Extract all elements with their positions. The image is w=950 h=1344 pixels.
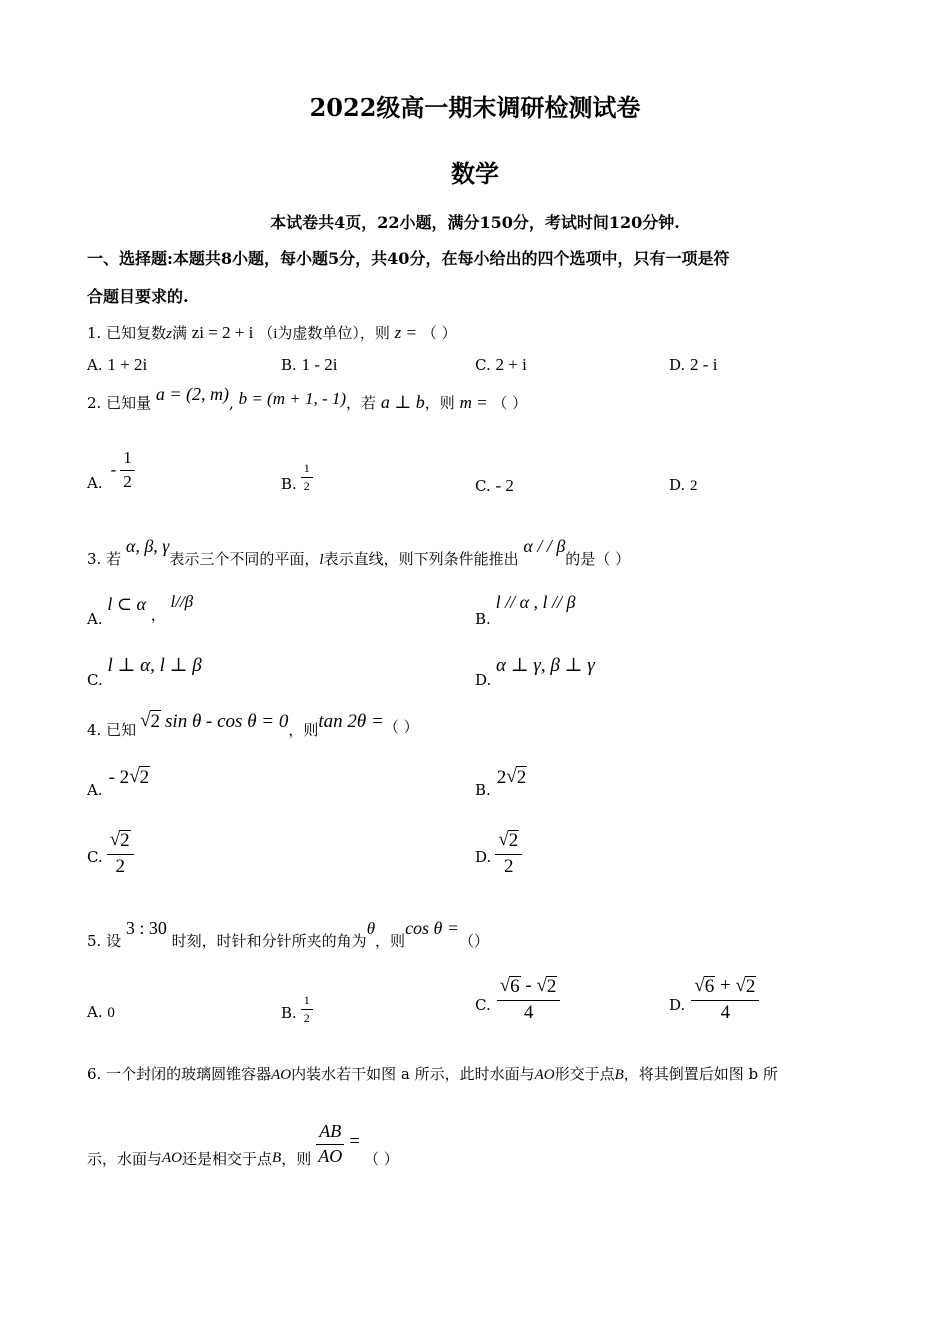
q1-mid: 满 bbox=[171, 324, 187, 342]
q5-option-d-sqrt1 bbox=[694, 976, 715, 998]
q3-prefix: 3. 若 bbox=[87, 550, 122, 568]
q6-line1d-text: ，将其倒置后如图 b 所 bbox=[623, 1065, 778, 1083]
q2-then: ，则 bbox=[424, 394, 455, 412]
q5-option-c-radical-icon-2: √ bbox=[536, 975, 547, 996]
q2-option-a-label: A. bbox=[87, 474, 103, 492]
q2-option-b-fraction bbox=[301, 462, 313, 493]
q4-option-c-den: 2 bbox=[115, 855, 125, 877]
q2-comma: , bbox=[229, 394, 234, 412]
q4-option-d bbox=[475, 830, 522, 878]
q1-option-d-label: D. bbox=[669, 356, 686, 374]
q4-option-b-radical-icon: √ bbox=[506, 766, 517, 787]
q2-perp: a ⊥ b bbox=[380, 392, 425, 412]
q5-option-d-radical-icon-1: √ bbox=[694, 975, 705, 996]
q4-option-a-sqrt bbox=[129, 766, 150, 789]
q4-then: ，则 bbox=[288, 721, 319, 739]
q2-option-a-den: 2 bbox=[123, 471, 132, 491]
q3-option-c-label: C. bbox=[87, 671, 103, 689]
q5-option-d-op: + bbox=[719, 975, 731, 996]
q5-option-c-sqrt1 bbox=[500, 976, 521, 998]
q6-blank: （ ） bbox=[363, 1150, 399, 1168]
q4-radical-icon: √ bbox=[140, 710, 151, 731]
q4-option-d-fraction bbox=[495, 830, 522, 878]
q3-text1: 表示三个不同的平面， bbox=[169, 550, 320, 568]
q5-prefix: 5. 设 bbox=[87, 932, 122, 950]
q4-prefix: 4. 已知 bbox=[87, 721, 137, 739]
q1-ask: z = bbox=[394, 323, 418, 342]
q5-option-d-den: 4 bbox=[720, 1001, 731, 1023]
q3-option-d-value: α ⊥ γ, β ⊥ γ bbox=[496, 655, 595, 676]
q3-option-d-label: D. bbox=[475, 671, 492, 689]
q5-option-c-sqrt2 bbox=[536, 976, 557, 998]
question-1 bbox=[87, 322, 457, 343]
q6-ao-3: AO bbox=[162, 1150, 183, 1166]
q5-option-b-fraction bbox=[301, 994, 313, 1025]
q1-option-c-value: 2 + i bbox=[495, 355, 527, 374]
q5-option-d-sqrt2 bbox=[735, 976, 756, 998]
q4-blank: （ ） bbox=[383, 718, 419, 736]
q6-ao-1: AO bbox=[271, 1067, 292, 1083]
q6-line2c-text: ，则 bbox=[281, 1150, 312, 1168]
q6-ao-2: AO bbox=[534, 1067, 555, 1083]
q5-option-c-radical-icon-1: √ bbox=[499, 975, 511, 996]
q4-option-c-sqrt bbox=[110, 830, 131, 852]
q5-option-c-den: 4 bbox=[523, 1001, 534, 1023]
q6-frac-num: AB bbox=[316, 1122, 344, 1145]
section-heading-line1: 一、选择题:本题共8小题，每小题5分，共40分，在每小给出的四个选项中，只有一项是符 bbox=[87, 249, 730, 268]
q3-option-a bbox=[87, 592, 194, 628]
q5-blank: （） bbox=[459, 932, 490, 950]
question-5 bbox=[87, 918, 490, 951]
q4-option-b bbox=[475, 766, 527, 799]
q1-option-b-label: B. bbox=[281, 356, 297, 374]
q3-option-b-label: B. bbox=[475, 610, 491, 628]
q3-option-a-label: A. bbox=[87, 610, 103, 628]
q5-option-a-label: A. bbox=[87, 1003, 103, 1021]
q6-line2b-text: 还是相交于点 bbox=[182, 1150, 273, 1168]
q4-option-c bbox=[87, 830, 134, 878]
q5-option-d-label: D. bbox=[669, 995, 686, 1014]
question-6-line2 bbox=[87, 1120, 399, 1169]
q2-option-b-label: B. bbox=[281, 474, 297, 493]
q4-option-b-root: 2 bbox=[516, 767, 527, 788]
question-6-line1 bbox=[87, 1063, 778, 1084]
q6-b-1: B bbox=[614, 1067, 624, 1083]
q2-option-a-sign: - bbox=[110, 460, 117, 479]
q5-option-d-num bbox=[691, 976, 759, 1001]
q5-option-c-r1: 6 bbox=[510, 976, 520, 997]
q1-option-c-label: C. bbox=[475, 356, 491, 374]
q4-equation: sin θ - cos θ = 0 bbox=[165, 711, 289, 732]
q2-option-c-value: - 2 bbox=[495, 476, 514, 495]
q4-sqrt bbox=[140, 710, 161, 733]
q1-equation: zi = 2 + i bbox=[191, 323, 254, 342]
q2-option-d-value: 2 bbox=[690, 478, 698, 494]
q4-option-d-root: 2 bbox=[508, 830, 519, 851]
q4-option-d-num bbox=[495, 830, 522, 855]
q2-option-d bbox=[669, 476, 698, 495]
q4-option-a-root: 2 bbox=[139, 767, 150, 788]
q3-option-d bbox=[475, 654, 595, 689]
q5-option-b-den: 2 bbox=[303, 1011, 310, 1026]
q6-fraction bbox=[315, 1122, 345, 1167]
q6-equals: = bbox=[349, 1130, 360, 1152]
q5-option-c-label: C. bbox=[475, 995, 491, 1014]
q4-option-d-radical-icon: √ bbox=[498, 829, 509, 850]
q2-option-b-num: 1 bbox=[301, 462, 313, 478]
q4-option-a-radical-icon: √ bbox=[129, 766, 140, 787]
q4-option-c-label: C. bbox=[87, 847, 103, 866]
q6-frac-den: AO bbox=[318, 1146, 343, 1166]
q4-option-d-sqrt bbox=[498, 830, 519, 852]
q4-ask: tan 2θ = bbox=[318, 711, 384, 732]
q2-vector-b: b = (m + 1, - 1) bbox=[238, 389, 347, 408]
q1-option-a bbox=[87, 355, 147, 375]
q1-option-c bbox=[475, 355, 527, 375]
q3-option-c bbox=[87, 654, 202, 689]
q1-option-d-value: 2 - i bbox=[690, 355, 718, 374]
q1-paren: （ bbox=[258, 324, 274, 342]
q1-i: i bbox=[273, 326, 278, 342]
q3-option-c-value: l ⊥ α, l ⊥ β bbox=[107, 655, 202, 676]
q1-option-d bbox=[669, 355, 717, 375]
q2-option-a bbox=[87, 448, 135, 492]
q5-option-c-r2: 2 bbox=[546, 976, 557, 997]
q3-target: α / / β bbox=[523, 536, 566, 556]
q1-note: 为虚数单位），则 bbox=[277, 324, 390, 342]
q2-option-b bbox=[281, 462, 313, 493]
q5-option-b bbox=[281, 994, 313, 1025]
q3-l: l bbox=[319, 552, 324, 568]
q4-option-b-label: B. bbox=[475, 781, 491, 799]
q4-option-d-den: 2 bbox=[503, 855, 514, 877]
q2-vector-a: a = (2, m) bbox=[155, 384, 230, 404]
q4-option-d-label: D. bbox=[475, 847, 492, 866]
q5-theta: θ bbox=[366, 919, 376, 938]
q4-option-b-sqrt bbox=[506, 766, 527, 789]
q5-option-c-op: - bbox=[525, 975, 532, 996]
q5-option-a-value: 0 bbox=[107, 1005, 115, 1021]
q1-option-b bbox=[281, 355, 337, 375]
q3-planes: α, β, γ bbox=[125, 536, 170, 556]
q5-option-d bbox=[669, 976, 759, 1024]
q3-text2: 表示直线，则下列条件能推出 bbox=[323, 550, 519, 568]
q5-option-d-r1: 6 bbox=[704, 976, 715, 997]
q6-line2-text: 示，水面与 bbox=[87, 1150, 163, 1168]
q2-cond: ，若 bbox=[346, 394, 377, 412]
q5-option-d-radical-icon-2: √ bbox=[735, 975, 746, 996]
q5-option-b-label: B. bbox=[281, 1003, 297, 1022]
q3-option-b-value: l // α , l // β bbox=[495, 592, 576, 612]
q4-option-c-root: 2 bbox=[120, 830, 130, 851]
q5-option-b-num: 1 bbox=[301, 994, 313, 1010]
q6-line1-text: 6. 一个封闭的玻璃圆锥容器 bbox=[87, 1065, 272, 1083]
q4-option-a-label: A. bbox=[87, 781, 103, 799]
q1-option-b-value: 1 - 2i bbox=[301, 355, 338, 374]
q4-option-a-coef: - 2 bbox=[108, 767, 130, 788]
q5-ask: cos θ = bbox=[405, 918, 460, 938]
q2-option-d-label: D. bbox=[669, 476, 686, 494]
q4-option-b-coef: 2 bbox=[496, 767, 507, 788]
q2-option-c bbox=[475, 476, 514, 496]
q1-blank: （ ） bbox=[421, 324, 457, 342]
q2-option-b-den: 2 bbox=[303, 479, 310, 494]
q6-line1c-text: 形交于点 bbox=[554, 1065, 615, 1083]
q3-text3: 的是（ ） bbox=[565, 550, 631, 568]
section-heading-line2: 合题目要求的. bbox=[87, 287, 189, 306]
q2-blank: （ ） bbox=[492, 394, 528, 412]
q1-option-a-label: A. bbox=[87, 356, 103, 374]
q5-option-a bbox=[87, 1003, 115, 1022]
q2-option-a-num: 1 bbox=[120, 449, 135, 471]
q3-option-b bbox=[475, 592, 576, 628]
q2-option-a-fraction bbox=[120, 449, 135, 491]
q6-b-2: B bbox=[272, 1150, 282, 1166]
q3-option-a-value: l ⊂ α bbox=[107, 594, 146, 614]
q2-ask: m = bbox=[459, 393, 488, 412]
q4-root: 2 bbox=[150, 711, 161, 732]
q4-option-c-radical-icon: √ bbox=[109, 829, 121, 850]
q2-prefix: 2. 已知量 bbox=[87, 394, 152, 412]
question-2 bbox=[87, 384, 528, 413]
q4-option-c-num bbox=[107, 830, 134, 855]
q5-time: 3 : 30 bbox=[125, 918, 167, 938]
q1-option-a-value: 1 + 2i bbox=[107, 355, 148, 374]
q5-option-c-fraction bbox=[497, 976, 561, 1024]
q4-option-a bbox=[87, 766, 150, 799]
q4-option-c-fraction bbox=[107, 830, 134, 878]
exam-info: 本试卷共4页，22小题，满分150分，考试时间120分钟. bbox=[270, 213, 680, 232]
subject-title: 数学 bbox=[451, 159, 499, 188]
q5-then: ，则 bbox=[375, 932, 406, 950]
q3-option-a-sep: ， bbox=[150, 606, 166, 624]
question-3 bbox=[87, 536, 631, 569]
q5-option-c bbox=[475, 976, 560, 1024]
q3-option-a-value2: l//β bbox=[170, 592, 194, 611]
q5-option-d-fraction bbox=[691, 976, 759, 1024]
exam-title: 2022级高一期末调研检测试卷 bbox=[309, 93, 641, 122]
q5-text1: 时刻，时针和分针所夹的角为 bbox=[171, 932, 367, 950]
q1-prefix: 1. 已知复数 bbox=[87, 324, 167, 342]
q2-option-c-label: C. bbox=[475, 477, 491, 495]
q5-option-d-r2: 2 bbox=[745, 976, 756, 997]
q1-z: z bbox=[166, 326, 172, 342]
q5-option-c-num bbox=[497, 976, 561, 1001]
question-4 bbox=[87, 710, 419, 739]
q6-line1b-text: 内装水若干如图 a 所示，此时水面与 bbox=[291, 1065, 535, 1083]
